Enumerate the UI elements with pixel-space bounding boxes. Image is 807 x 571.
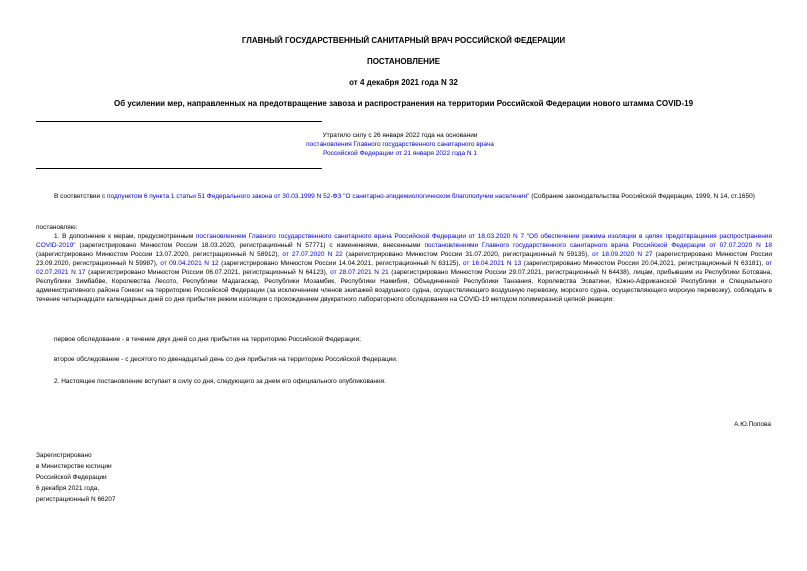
- item1-link-6[interactable]: от 16.04.2021 N 13: [462, 260, 522, 267]
- item1-text-1: 1. В дополнение к мерам, предусмотренным: [54, 233, 196, 240]
- preamble-text-2: (Собрание законодательства Российской Федерации, 1999, N 14, ст.1650): [529, 193, 755, 200]
- registration-line-5: регистрационный N 66207: [36, 496, 116, 503]
- registration-line-2: в Министерстве юстиции: [36, 463, 112, 470]
- first-test-paragraph: первое обследование - в течение двух дней со дня прибытия на территорию Российской Федерации;: [54, 336, 361, 343]
- preamble: [36, 192, 772, 201]
- preamble-law-link[interactable]: подпунктом 6 пункта 1 статьи 51 Федерального закона от 30.03.1999 N 52-ФЗ "О санитарно-эпидемиологическом благополучии населения": [107, 193, 530, 200]
- signature: А.Ю.Попова: [734, 421, 771, 428]
- item1-text-9: (зарегистрировано Минюстом России 29.07.2021, регистрационный N 64438), лицам, прибывшим из Республики Ботсвана, Республики Зимбабве, Королевства Лесото, Республики Мадагаскар, Республики Мозамбик, Республики Намибия, Объединенной Республики Танзания, Королевства Эсватини, Южно-Африканской Республики и Специального административного района Гонконг на территорию Российской Федерации (за исключением членов экипажей воздушного судна, осуществляющего воздушную перевозку, морского судна, осуществляющего морскую перевозку), соблюдать в течение четырнадцати календарных дней со дня прибытия режим изоляции с прохождением двукратного лабораторного обследования на COVID-19 методом полимеразной цепной реакции:: [36, 269, 773, 303]
- status-note: [250, 131, 550, 158]
- item1-text-2: (зарегистрировано Минюстом России 18.03.2020, регистрационный N 57771) с изменениями, внесенными: [75, 242, 425, 249]
- divider-bottom: [36, 168, 322, 169]
- item-2: 2. Настоящее постановление вступает в силу со дня, следующего за днем его официального опубликования.: [54, 378, 386, 385]
- second-test-paragraph: второе обследование - с десятого по двенадцатый день со дня прибытия на территорию Российской Федерации.: [54, 356, 398, 363]
- item1-link-8[interactable]: от 28.07.2021 N 21: [330, 269, 389, 276]
- item1-link-2[interactable]: постановлениями Главного государственного санитарного врача Российской Федерации от 07.07.2020 N 18: [424, 242, 772, 249]
- document-title: Об усилении мер, направленных на предотвращение завоза и распространения на территории Российской Федерации нового штамма COVID-19: [113, 99, 694, 108]
- status-note-link-2[interactable]: Российской Федерации от 21 января 2022 года N 1: [322, 150, 478, 157]
- item-1: [36, 232, 772, 304]
- registration-block: [36, 450, 116, 505]
- item1-text-6: (зарегистрировано Минюстом России 14.04.2021, регистрационный N 63125),: [218, 260, 463, 267]
- registration-line-4: 6 декабря 2021 года,: [36, 485, 100, 492]
- status-note-link-1[interactable]: постановления Главного государственного санитарного врача: [306, 141, 494, 148]
- item1-text-4: (зарегистрировано Минюстом России 31.07.2020, регистрационный N 59135),: [342, 251, 593, 258]
- item1-link-5[interactable]: от 09.04.2021 N 12: [160, 260, 219, 267]
- registration-line-1: Зарегистрировано: [36, 452, 92, 459]
- issuing-authority: ГЛАВНЫЙ ГОСУДАРСТВЕННЫЙ САНИТАРНЫЙ ВРАЧ РОССИЙСКОЙ ФЕДЕРАЦИИ: [241, 36, 566, 45]
- resolve-word: постановляю:: [36, 224, 78, 231]
- document-type: ПОСТАНОВЛЕНИЕ: [366, 57, 441, 66]
- item1-text-3: (зарегистрировано Минюстом России 13.07.2020, регистрационный N 58912),: [36, 251, 283, 258]
- item1-link-7[interactable]: от 02.07.2021 N 17: [36, 260, 773, 276]
- item1-link-4[interactable]: от 18.09.2020 N 27: [592, 251, 653, 258]
- item1-link-3[interactable]: от 27.07.2020 N 22: [282, 251, 343, 258]
- document-date-number: от 4 декабря 2021 года N 32: [349, 78, 458, 87]
- item1-text-7: (зарегистрировано Минюстом России 20.04.2021, регистрационный N 63181),: [521, 260, 766, 267]
- registration-line-3: Российской Федерации: [36, 474, 107, 481]
- divider-top: [36, 121, 322, 122]
- item1-link-1[interactable]: постановлением Главного государственного санитарного врача Российской Федерации от 18.03.2020 N 7 "Об обеспечении режима изоляции в целях предотвращения распространения COVID-2019": [36, 233, 772, 249]
- item1-text-5: (зарегистрировано Минюстом России 23.09.2020, регистрационный N 59987),: [36, 251, 773, 267]
- item1-text-8: (зарегистрировано Минюстом России 06.07.2021, регистрационный N 64123),: [85, 269, 331, 276]
- status-note-text: Утратило силу с 26 января 2022 года на основании: [322, 132, 478, 139]
- preamble-text-1: В соответствии с: [54, 193, 108, 200]
